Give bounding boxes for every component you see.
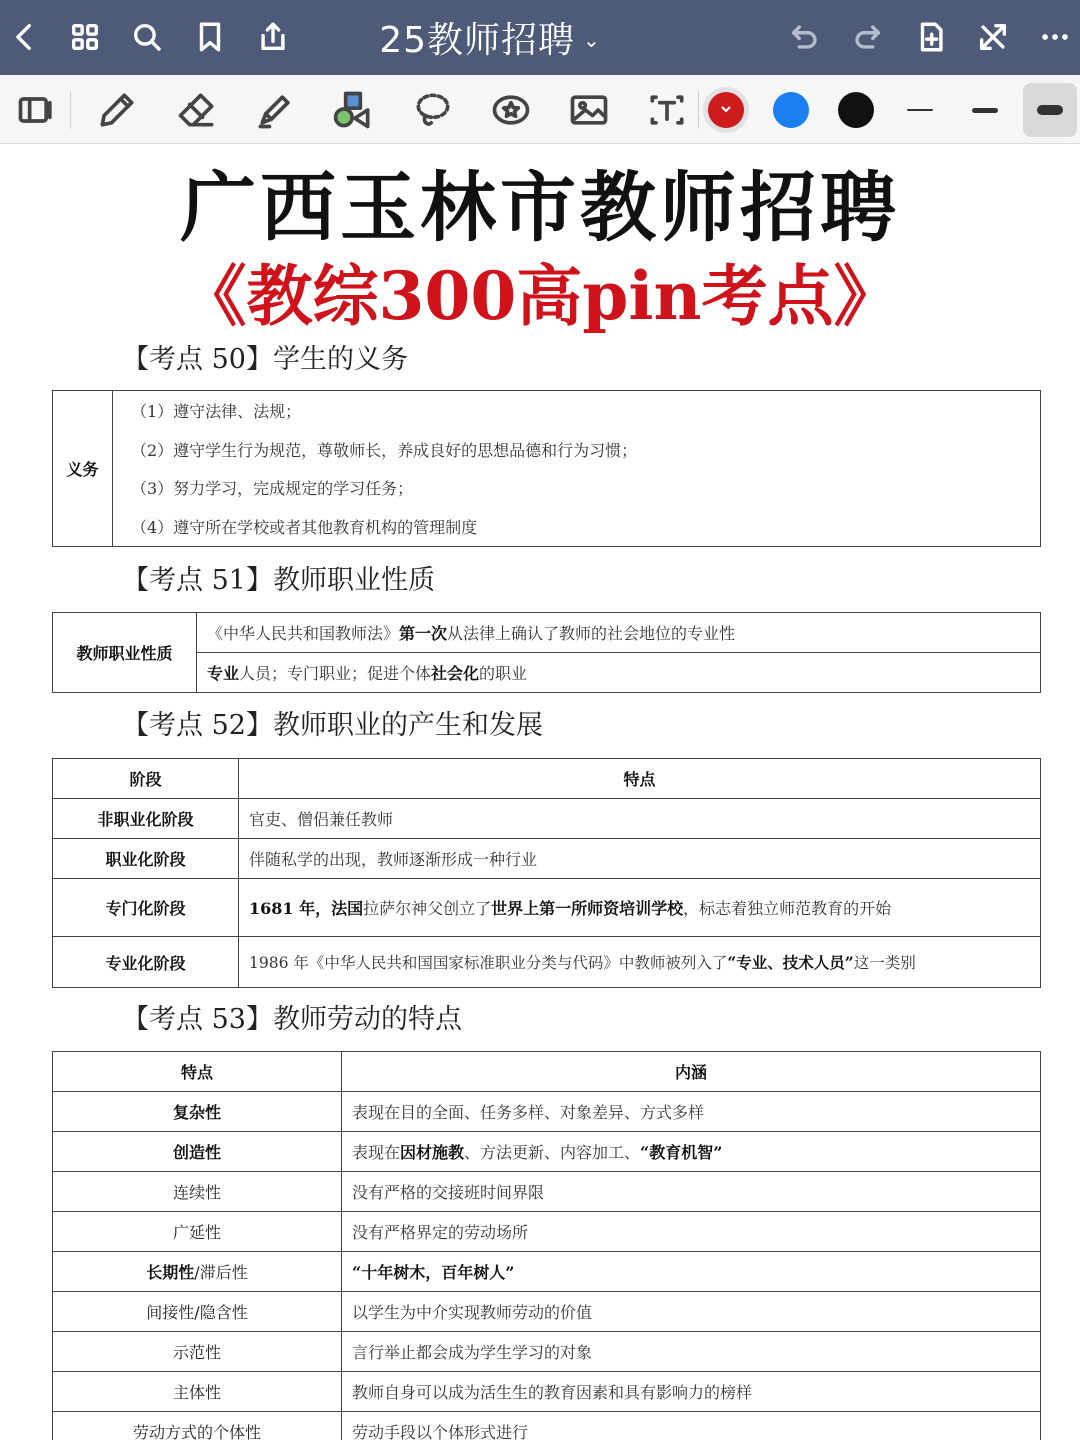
table-row [53, 1212, 1041, 1252]
cell-text-bold: “十年树木，百年树人” [352, 1263, 515, 1282]
document-title-dropdown[interactable] [360, 12, 620, 62]
table-cell: 官吏、僧侣兼任教师 [239, 799, 1041, 839]
duties-list [113, 391, 1041, 547]
table-row [53, 1172, 1041, 1212]
stage-cell: 专业化阶段 [53, 937, 239, 988]
feature-cell: 劳动方式的个体性 [53, 1412, 342, 1440]
table-cell: 以学生为中介实现教师劳动的价值 [342, 1292, 1041, 1332]
table-row [53, 839, 1041, 879]
color-swatch-black[interactable] [838, 92, 874, 128]
table-row [53, 1372, 1041, 1412]
feature-cell: 复杂性 [53, 1092, 342, 1132]
undo-icon[interactable] [780, 12, 830, 62]
list-item: （4）遵守所在学校或者其他教育机构的管理制度 [131, 517, 478, 537]
profession-nature-table [52, 612, 1041, 693]
chevron-down-icon [718, 101, 734, 117]
stroke-width-medium[interactable] [958, 83, 1012, 137]
column-header: 特点 [53, 1052, 342, 1092]
feature-cell: 创造性 [53, 1132, 342, 1172]
table-row [53, 1412, 1041, 1440]
table-row [53, 799, 1041, 839]
feature-cell: 间接性/隐含性 [53, 1292, 342, 1332]
more-icon[interactable] [1030, 12, 1080, 62]
cell-text-bold: 世界上第一所师资培训学校 [491, 899, 684, 918]
table-row [53, 1332, 1041, 1372]
table-cell: 劳动手段以个体形式进行 [342, 1412, 1041, 1440]
table-cell: 没有严格的交接班时间界限 [342, 1172, 1041, 1212]
toolbar-divider [698, 91, 699, 129]
table-cell [197, 613, 1041, 653]
highlighter-icon[interactable] [248, 83, 302, 137]
table-cell: 伴随私学的出现，教师逐渐形成一种行业 [239, 839, 1041, 879]
feature-cell: 示范性 [53, 1332, 342, 1372]
cell-text: 人员；专门职业；促进个体 [239, 664, 432, 683]
color-swatch-blue[interactable] [773, 92, 809, 128]
table-cell [239, 937, 1041, 988]
cell-text-bold: 因材施教 [400, 1143, 465, 1162]
image-icon[interactable] [562, 83, 616, 137]
column-header: 特点 [239, 759, 1041, 799]
cell-text: 这一类别 [853, 954, 916, 972]
cell-text: /滞后性 [194, 1263, 248, 1282]
table-cell: 表现在目的全面、任务多样、对象差异、方式多样 [342, 1092, 1041, 1132]
column-header: 内涵 [342, 1052, 1041, 1092]
feature-cell [53, 1252, 342, 1292]
list-item: （2）遵守学生行为规范，尊敬师长，养成良好的思想品德和行为习惯； [131, 440, 638, 460]
column-header: 阶段 [53, 759, 239, 799]
section-heading-50: 【考点 50】学生的义务 [122, 344, 408, 375]
table-cell [239, 879, 1041, 937]
list-item: （3）努力学习，完成规定的学习任务； [131, 479, 414, 499]
cell-text: 、方法更新、内容加工、 [464, 1143, 641, 1162]
table-label: 教师职业性质 [53, 613, 197, 693]
sidebar-icon[interactable] [10, 83, 64, 137]
cell-text-bold: 1681 年， [249, 899, 332, 918]
sticker-icon[interactable] [484, 83, 538, 137]
add-page-icon[interactable] [906, 12, 956, 62]
feature-cell: 广延性 [53, 1212, 342, 1252]
chevron-down-icon: ⌄ [583, 28, 601, 52]
cell-text: 从法律上确认了教师的社会地位的专业性 [447, 624, 736, 643]
cell-text: 1986 年《中华人民共和国国家标准职业分类与代码》中教师被列入了 [249, 954, 728, 972]
stage-cell: 职业化阶段 [53, 839, 239, 879]
cell-text-bold: “专业、技术人员” [727, 953, 854, 972]
stage-cell: 非职业化阶段 [53, 799, 239, 839]
drawing-toolbar [0, 75, 1080, 144]
labor-features-table [52, 1051, 1041, 1440]
table-cell [197, 653, 1041, 693]
eraser-icon[interactable] [170, 83, 224, 137]
stage-cell: 专门化阶段 [53, 879, 239, 937]
cell-text: 的职业 [479, 664, 528, 683]
page-title: 广西玉林市教师招聘 [180, 163, 900, 252]
stroke-width-thick[interactable] [1023, 83, 1077, 137]
text-icon[interactable] [640, 83, 694, 137]
table-row [53, 937, 1041, 988]
table-row [53, 1292, 1041, 1332]
cell-text: 表现在 [352, 1143, 401, 1162]
development-table [52, 758, 1041, 988]
pen-icon[interactable] [90, 83, 144, 137]
lasso-icon[interactable] [406, 83, 460, 137]
bookmark-icon[interactable] [185, 12, 235, 62]
cell-text-bold: 第一次 [399, 624, 448, 643]
cell-text-bold: 长期性 [146, 1263, 195, 1282]
table-cell [342, 1252, 1041, 1292]
feature-cell: 连续性 [53, 1172, 342, 1212]
redo-icon[interactable] [842, 12, 892, 62]
table-cell: 没有严格界定的劳动场所 [342, 1212, 1041, 1252]
table-cell: 教师自身可以成为活生生的教育因素和具有影响力的榜样 [342, 1372, 1041, 1412]
cell-text-bold: 法国 [331, 899, 364, 918]
section-heading-51: 【考点 51】教师职业性质 [122, 565, 435, 596]
table-label: 义务 [53, 391, 113, 547]
table-row [53, 1252, 1041, 1292]
color-swatch-red[interactable] [708, 92, 744, 128]
cell-text-bold: 专业 [207, 664, 240, 683]
toolbar-divider [70, 91, 71, 129]
table-cell: 言行举止都会成为学生学习的对象 [342, 1332, 1041, 1372]
top-nav-bar [0, 0, 1080, 75]
list-item: （1）遵守法律、法规； [131, 402, 302, 422]
feature-cell: 主体性 [53, 1372, 342, 1412]
cell-text: 《中华人民共和国教师法》 [207, 624, 400, 643]
page-subtitle: 《教综300高pin考点》 [180, 257, 900, 335]
duties-table [52, 390, 1041, 547]
section-heading-53: 【考点 53】教师劳动的特点 [122, 1004, 462, 1035]
collapse-icon[interactable] [968, 12, 1018, 62]
search-icon[interactable] [122, 12, 172, 62]
cell-text: 拉萨尔神父创立了 [363, 899, 492, 918]
share-icon[interactable] [248, 12, 298, 62]
table-cell [342, 1132, 1041, 1172]
cell-text-bold: “教育机智” [640, 1143, 723, 1162]
cell-text: ，标志着独立师范教育的开始 [683, 899, 892, 918]
grid-icon[interactable] [60, 12, 110, 62]
document-title: 25教师招聘 [379, 19, 576, 61]
table-row [53, 1132, 1041, 1172]
shapes-icon[interactable] [326, 83, 380, 137]
section-heading-52: 【考点 52】教师职业的产生和发展 [122, 710, 543, 741]
table-row [53, 1092, 1041, 1132]
stroke-width-thin[interactable] [893, 83, 947, 137]
table-row [53, 879, 1041, 937]
cell-text-bold: 社会化 [431, 664, 480, 683]
back-icon[interactable] [0, 12, 50, 62]
